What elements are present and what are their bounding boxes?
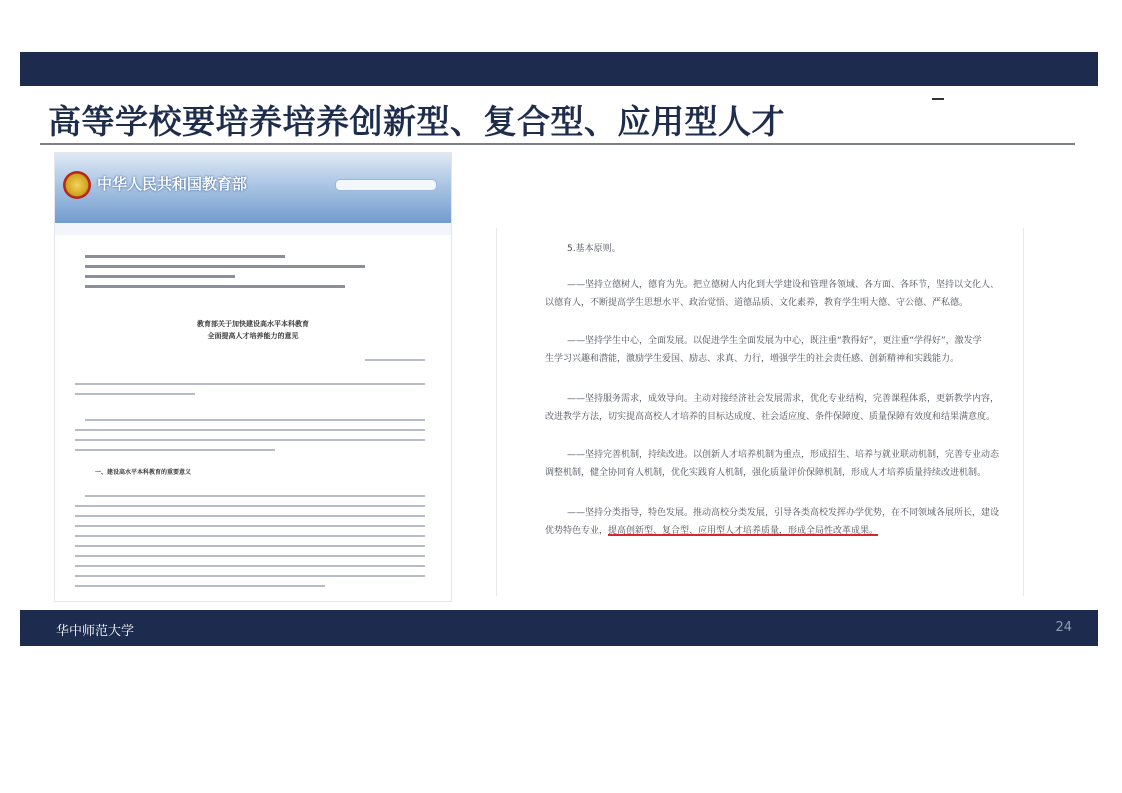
text-line	[75, 429, 425, 431]
title-underline-rule	[40, 143, 1075, 145]
principle-1-line2: 以德育人，不断提高学生思想水平、政治觉悟、道德品质、文化素养，教育学生明大德、守公德、严私德。	[545, 298, 969, 308]
text-line	[85, 495, 425, 497]
moe-breadcrumb	[55, 223, 451, 235]
text-line	[75, 449, 275, 451]
text-line	[75, 393, 195, 395]
principle-5-line1: ——坚持分类指导，特色发展。推动高校分类发展，引导各类高校发挥办学优势，在不同领域各展所长，建设	[567, 508, 1000, 518]
principle-3-line1: ——坚持服务需求，成效导向。主动对接经济社会发展需求，优化专业结构，完善课程体系，更新教学内容，	[567, 394, 1000, 404]
principle-5-line2	[545, 524, 878, 538]
text-line	[75, 565, 425, 567]
meta-line	[85, 275, 235, 278]
principle-3-line2: 改进教学方法，切实提高高校人才培养的目标达成度、社会适应度、条件保障度、质量保障有效度和结果满意度。	[545, 412, 996, 422]
title-dash-mark	[932, 98, 944, 100]
excerpt-heading: 5.基本原则。	[567, 244, 621, 254]
text-line	[75, 585, 325, 587]
doc-section-heading: 一、建设高水平本科教育的重要意义	[95, 469, 192, 476]
principle-4-line2: 调整机制，健全协同育人机制，优化实践育人机制，强化质量评价保障机制，形成人才培养质量持续改进机制。	[545, 468, 987, 478]
principles-excerpt	[496, 228, 1024, 596]
text-line	[75, 505, 425, 507]
text-line	[75, 545, 425, 547]
footer-bar	[20, 610, 1098, 646]
text-line	[75, 555, 425, 557]
text-line	[75, 383, 425, 385]
moe-document-image	[54, 152, 452, 602]
principle-5-highlighted-text: 提高创新型、复合型、应用型人才培养质量，形成全局性改革成果。	[608, 526, 879, 536]
text-line	[75, 439, 425, 441]
national-emblem-icon	[63, 171, 91, 199]
principle-2-line1: ——坚持学生中心，全面发展。以促进学生全面发展为中心，既注重“教得好”，更注重“学得好”，激发学	[567, 336, 982, 346]
meta-line	[85, 255, 285, 258]
principle-5-line2-plain: 优势特色专业，	[545, 526, 609, 536]
moe-search-input	[335, 179, 437, 191]
text-line	[75, 535, 425, 537]
meta-line	[85, 285, 345, 288]
principle-4-line1: ——坚持完善机制，持续改进。以创新人才培养机制为重点，形成招生、培养与就业联动机制，完善专业动态	[567, 450, 1000, 460]
doc-number-line	[365, 359, 425, 361]
meta-line	[85, 265, 365, 268]
principle-2-line2: 生学习兴趣和潜能，激励学生爱国、励志、求真、力行，增强学生的社会责任感、创新精神和实践能力。	[545, 354, 960, 364]
text-line	[75, 515, 425, 517]
doc-title-line1: 教育部关于加快建设高水平本科教育	[197, 320, 309, 328]
principle-1-line1: ——坚持立德树人，德育为先。把立德树人内化到大学建设和管理各领域、各方面、各环节，坚持以文化人、	[567, 280, 1000, 290]
text-line	[75, 525, 425, 527]
top-banner	[20, 52, 1098, 86]
slide-title: 高等学校要培养培养创新型、复合型、应用型人才	[48, 102, 785, 141]
page-number: 24	[1055, 620, 1072, 635]
doc-title-line2: 全面提高人才培养能力的意见	[207, 332, 299, 340]
text-line	[85, 419, 425, 421]
moe-site-name: 中华人民共和国教育部	[97, 175, 248, 193]
footer-school-name: 华中师范大学	[56, 624, 135, 639]
text-line	[75, 575, 425, 577]
